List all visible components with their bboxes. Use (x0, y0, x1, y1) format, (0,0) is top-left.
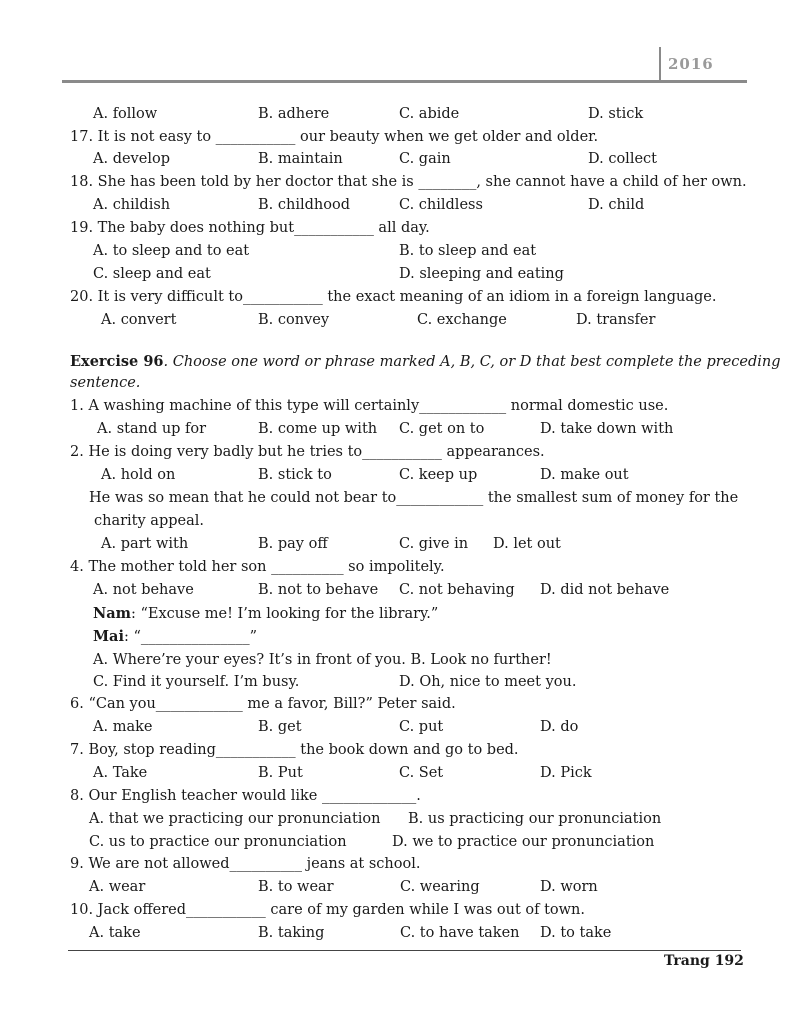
question-text: 7. Boy, stop reading___________ the book down and go to bed. (70, 742, 519, 758)
option-d: D. stick (588, 106, 644, 122)
option-b: B. childhood (258, 197, 350, 213)
option-c: C. put (399, 719, 444, 735)
option-c: C. Set (399, 765, 444, 781)
option-c: C. Find it yourself. I’m busy. (93, 674, 300, 690)
option-c: C. keep up (399, 467, 478, 483)
option-d: D. do (540, 719, 579, 735)
speaker-mai: Mai (93, 628, 124, 645)
question-text: 4. The mother told her son __________ so impolitely. (70, 559, 445, 575)
question-text: 10. Jack offered___________ care of my garden while I was out of town. (70, 902, 586, 918)
option-a: A. that we practicing our pronunciation (89, 811, 381, 827)
option-b: B. to wear (258, 879, 334, 895)
option-a: A. make (93, 719, 153, 735)
option-d: D. child (588, 197, 645, 213)
option-d: D. sleeping and eating (399, 266, 564, 282)
question-text: 1. A washing machine of this type will certainly____________ normal domestic use. (70, 398, 669, 414)
question-text: 18. She has been told by her doctor that she is ________, she cannot have a child of her own. (70, 174, 747, 190)
option-a: A. develop (93, 151, 170, 167)
speaker-nam: Nam (93, 605, 131, 622)
question-text: 19. The baby does nothing but___________ all day. (70, 220, 430, 236)
question-text: He was so mean that he could not bear to____________ the smallest sum of money for the (89, 490, 739, 506)
question-text: 20. It is very difficult to___________ the exact meaning of an idiom in a foreign language. (70, 289, 717, 305)
option-a: A. stand up for (97, 421, 207, 437)
option-c: C. sleep and eat (93, 266, 211, 282)
question-text-cont: charity appeal. (94, 513, 204, 529)
option-a: A. to sleep and to eat (93, 243, 250, 259)
exercise-title: Exercise 96 (70, 353, 164, 370)
option-a-b: A. Where’re your eyes? It’s in front of you. B. Look no further! (93, 652, 552, 668)
option-b: B. stick to (258, 467, 332, 483)
header-year: 2016 (668, 55, 714, 73)
option-a: A. childish (93, 197, 171, 213)
option-d: D. Oh, nice to meet you. (399, 674, 577, 690)
option-b: B. get (258, 719, 302, 735)
option-b: B. adhere (258, 106, 330, 122)
option-c: C. wearing (400, 879, 480, 895)
question-text: 6. “Can you____________ me a favor, Bill?” Peter said. (70, 696, 456, 712)
option-d: D. Pick (540, 765, 592, 781)
option-d: D. we to practice our pronunciation (392, 834, 655, 850)
option-c: C. childless (399, 197, 483, 213)
question-text: 17. It is not easy to ___________ our beauty when we get older and older. (70, 129, 599, 145)
option-b: B. Put (258, 765, 303, 781)
option-c: C. get on to (399, 421, 485, 437)
option-b: B. taking (258, 925, 325, 941)
option-a: A. hold on (101, 467, 176, 483)
option-a: A. take (89, 925, 141, 941)
option-a: A. follow (93, 106, 158, 122)
option-d: D. make out (540, 467, 629, 483)
option-c: C. give in (399, 536, 469, 552)
question-text: 2. He is doing very badly but he tries to___________ appearances. (70, 444, 545, 460)
option-a: A. not behave (93, 582, 194, 598)
option-c: C. us to practice our pronunciation (89, 834, 347, 850)
option-a: A. wear (89, 879, 146, 895)
exercise-instruction: . Choose one word or phrase marked A, B, C, or D that best complete the preceding (163, 354, 781, 370)
option-b: B. to sleep and eat (399, 243, 537, 259)
option-c: C. abide (399, 106, 460, 122)
option-d: D. did not behave (540, 582, 670, 598)
option-a: A. Take (93, 765, 148, 781)
dialogue-text: : “Excuse me! I’m looking for the library.” (131, 606, 439, 622)
option-d: D. to take (540, 925, 612, 941)
option-a: A. part with (101, 536, 189, 552)
option-b: B. maintain (258, 151, 343, 167)
option-c: C. not behaving (399, 582, 515, 598)
option-d: D. worn (540, 879, 598, 895)
option-d: D. take down with (540, 421, 674, 437)
option-c: C. to have taken (400, 925, 520, 941)
option-c: C. exchange (417, 312, 507, 328)
option-d: D. let out (493, 536, 561, 552)
option-b: B. come up with (258, 421, 378, 437)
header-divider (659, 47, 661, 80)
option-a: A. convert (101, 312, 177, 328)
option-b: B. convey (258, 312, 330, 328)
page-number: Trang 192 (664, 953, 744, 969)
footer-rule (68, 950, 741, 951)
dialogue-text: : “_______________” (123, 629, 258, 645)
header-rule (62, 80, 747, 83)
option-d: D. transfer (576, 312, 656, 328)
question-text: 8. Our English teacher would like _____________. (70, 788, 421, 804)
option-b: B. us practicing our pronunciation (408, 811, 662, 827)
exercise-instruction-cont: sentence. (70, 375, 141, 391)
option-d: D. collect (588, 151, 657, 167)
question-text: 9. We are not allowed__________ jeans at school. (70, 856, 421, 872)
option-b: B. not to behave (258, 582, 379, 598)
option-c: C. gain (399, 151, 451, 167)
option-b: B. pay off (258, 536, 328, 552)
